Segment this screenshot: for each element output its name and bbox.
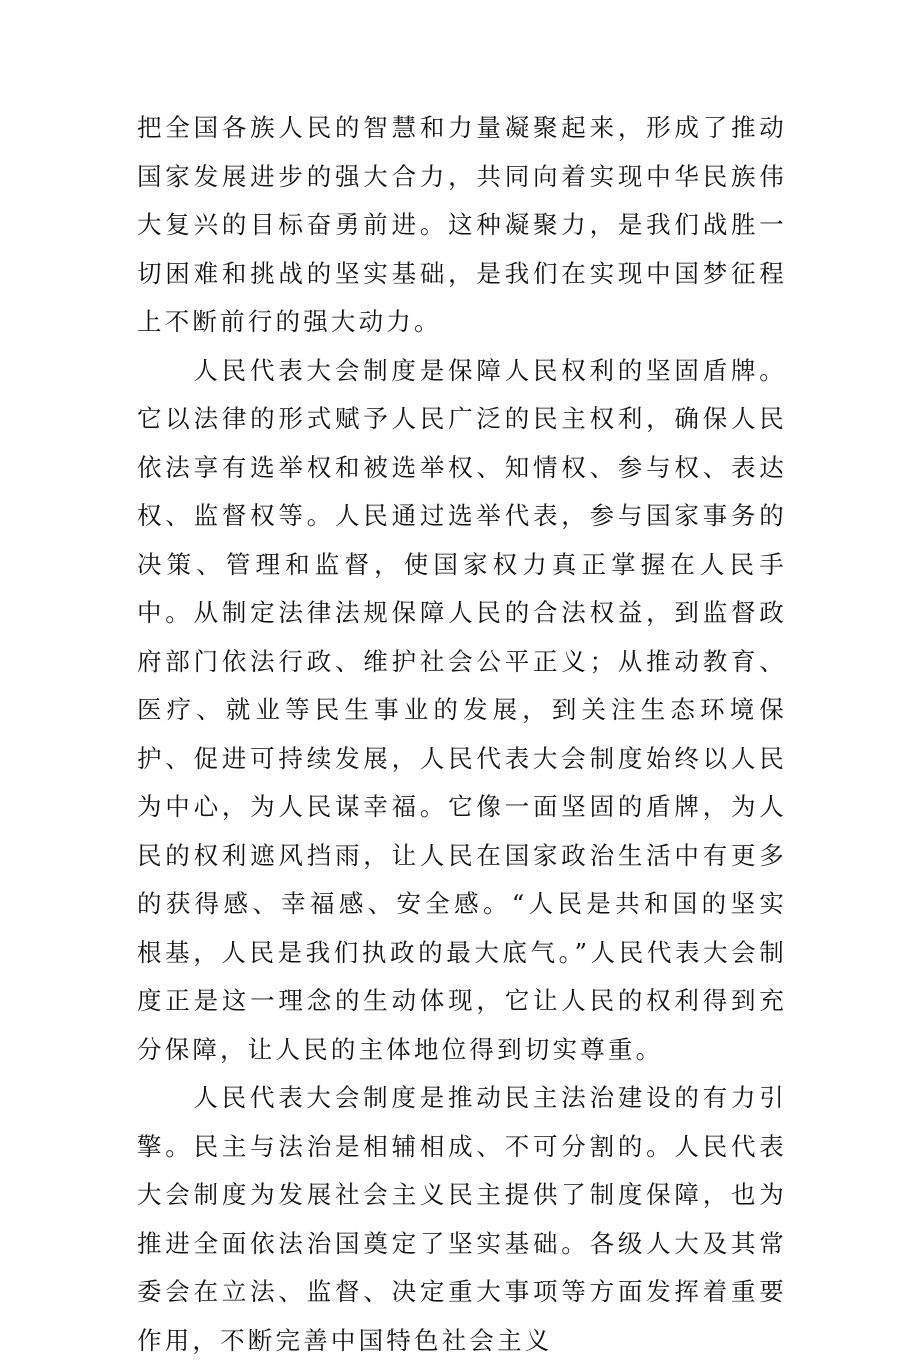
paragraph-2: 人民代表大会制度是保障人民权利的坚固盾牌。它以法律的形式赋予人民广泛的民主权利，确保人民依法享有选举权和被选举权、知情权、参与权、表达权、监督权等。人民通过选举代表，参与国家事务的决策、管理和监督，使国家权力真正掌握在人民手中。从制定法律法规保障人民的合法权益，到监督政府部门依法行政、维护社会公平正义；从推动教育、医疗、就业等民生事业的发展，到关注生态环境保护、促进可持续发展，人民代表大会制度始终以人民为中心，为人民谋幸福。它像一面坚固的盾牌，为人民的权利遮风挡雨，让人民在国家政治生活中有更多的获得感、幸福感、安全感。“人民是共和国的坚实根基，人民是我们执政的最大底气。”人民代表大会制度正是这一理念的生动体现，它让人民的权利得到充分保障，让人民的主体地位得到切实尊重。 xyxy=(137,355,787,1064)
paragraph-1: 把全国各族人民的智慧和力量凝聚起来，形成了推动国家发展进步的强大合力，共同向着实现中华民族伟大复兴的目标奋勇前进。这种凝聚力，是我们战胜一切困难和挑战的坚实基础，是我们在实现中国梦征程上不断前行的强大动力。 xyxy=(137,113,787,336)
document-body xyxy=(137,104,787,1365)
paragraph-3: 人民代表大会制度是推动民主法治建设的有力引擎。民主与法治是相辅相成、不可分割的。人民代表大会制度为发展社会主义民主提供了制度保障，也为推进全面依法治国奠定了坚实基础。各级人大及其常委会在立法、监督、决定重大事项等方面发挥着重要作用，不断完善中国特色社会主义 xyxy=(137,1083,787,1355)
